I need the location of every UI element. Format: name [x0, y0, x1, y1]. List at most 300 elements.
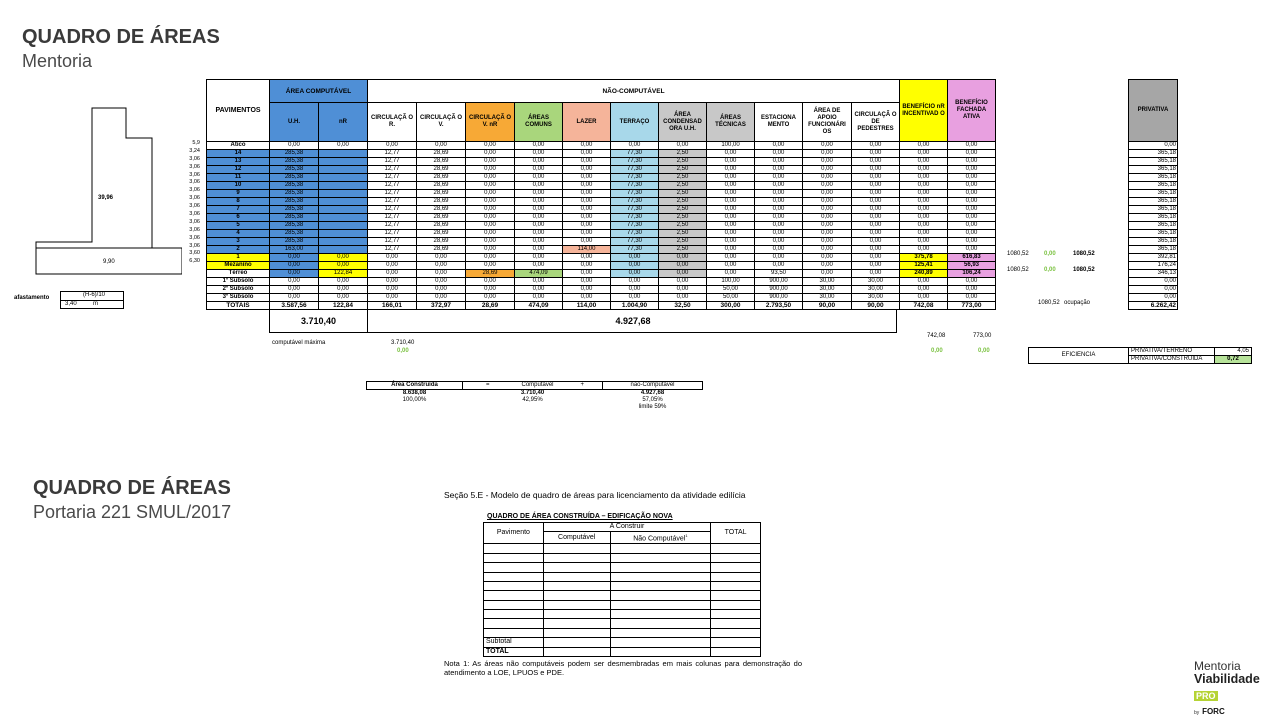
value-cell: 77,30	[611, 174, 659, 182]
benef-a: 742,08	[927, 333, 946, 339]
value-cell	[319, 246, 368, 254]
value-cell: 0,00	[852, 150, 900, 158]
value-cell: 0,00	[466, 238, 515, 246]
value-cell: 0,00	[707, 158, 755, 166]
sketch-base-label: 9,90	[103, 259, 115, 265]
pavimento-cell: Mezanino	[207, 262, 270, 270]
form-blank-cell	[610, 572, 711, 581]
value-cell: 0,00	[707, 190, 755, 198]
pavimento-cell: 10	[207, 182, 270, 190]
form-blank-cell	[484, 572, 544, 581]
value-cell: 0,00	[466, 166, 515, 174]
value-cell: 0,00	[563, 174, 611, 182]
form-blank-cell	[610, 600, 711, 609]
value-cell: 0,00	[659, 254, 707, 262]
form-note: Nota 1: As áreas não computáveis podem ser desmembradas em mais colunas para demonstração do atendimento a LOE, LPUOS e PDE.	[444, 659, 802, 677]
floor-height: 3,06	[189, 171, 200, 178]
value-cell: 0,00	[515, 182, 563, 190]
value-cell: 0,00	[563, 150, 611, 158]
form-blank-row	[484, 619, 761, 628]
value-cell: 166,01	[368, 302, 417, 310]
value-cell: 0,00	[515, 198, 563, 206]
value-cell: 0,00	[707, 262, 755, 270]
value-cell: 0,00	[707, 150, 755, 158]
value-cell: 0,00	[900, 238, 948, 246]
totals-summary-box	[269, 309, 897, 333]
value-cell: 0,00	[515, 278, 563, 286]
value-cell: 0,00	[368, 286, 417, 294]
pavimento-cell: 2º Subsolo	[207, 286, 270, 294]
value-cell: 30,00	[852, 294, 900, 302]
value-cell: 365,18	[1129, 158, 1178, 166]
value-cell: 0,00	[852, 230, 900, 238]
value-cell: 90,00	[852, 302, 900, 310]
value-cell: 56,93	[948, 262, 996, 270]
value-cell: 0,00	[611, 270, 659, 278]
value-cell: 28,69	[417, 182, 466, 190]
value-cell: 30,00	[803, 294, 852, 302]
value-cell: 0,00	[563, 262, 611, 270]
value-cell: 0,00	[611, 278, 659, 286]
value-cell: 28,69	[417, 214, 466, 222]
value-cell: 372,97	[417, 302, 466, 310]
form-blank-row	[484, 628, 761, 637]
value-cell: 12,77	[368, 238, 417, 246]
form-blank-cell	[711, 581, 761, 590]
col-fachada: BENEFÍCIO FACHADA ATIVA	[948, 80, 996, 142]
value-cell: 2,50	[659, 190, 707, 198]
value-cell: 28,69	[417, 174, 466, 182]
value-cell: 0,00	[466, 142, 515, 150]
pavimento-cell: Térreo	[207, 270, 270, 278]
table-row	[207, 230, 1178, 238]
value-cell: 0,00	[368, 262, 417, 270]
value-cell: 285,38	[270, 158, 319, 166]
value-cell: 0,00	[707, 238, 755, 246]
value-cell: 0,00	[852, 182, 900, 190]
form-blank-cell	[484, 610, 544, 619]
floor-height: 3,06	[189, 155, 200, 162]
gap-cell	[996, 174, 1129, 182]
value-cell: 392,81	[1129, 254, 1178, 262]
pavimento-cell: 2	[207, 246, 270, 254]
col-terraco: TERRAÇO	[611, 103, 659, 142]
col-estacionamento: ESTACIONA MENTO	[755, 103, 803, 142]
value-cell: 0,00	[900, 182, 948, 190]
value-cell: 365,18	[1129, 166, 1178, 174]
value-cell: 0,00	[515, 262, 563, 270]
value-cell: 0,00	[900, 286, 948, 294]
value-cell: 0,00	[948, 174, 996, 182]
value-cell: 0,00	[515, 142, 563, 150]
form-subtotal: Subtotal	[484, 638, 544, 647]
value-cell: 28,69	[417, 206, 466, 214]
pavimento-cell: 1º Subsolo	[207, 278, 270, 286]
value-cell: 0,00	[563, 142, 611, 150]
pavimento-cell: 6	[207, 214, 270, 222]
value-cell: 0,00	[900, 166, 948, 174]
form-blank-cell	[610, 610, 711, 619]
value-cell: 0,00	[515, 222, 563, 230]
value-cell: 0,00	[515, 254, 563, 262]
value-cell	[319, 198, 368, 206]
value-cell: 12,77	[368, 190, 417, 198]
value-cell: 0,00	[319, 278, 368, 286]
pavimento-cell: 1	[207, 254, 270, 262]
form-blank-cell	[543, 581, 610, 590]
value-cell: 0,00	[755, 222, 803, 230]
form-blank-cell	[543, 591, 610, 600]
built-h3: não-Computável	[603, 382, 703, 390]
value-cell: 0,00	[659, 278, 707, 286]
logo-by: by	[1194, 710, 1200, 716]
value-cell: 0,00	[948, 238, 996, 246]
floor-height: 3,06	[189, 211, 200, 218]
form-title: QUADRO DE ÁREA CONSTRUÍDA – EDIFICAÇÃO NOVA	[487, 513, 673, 520]
form-note-ref: 1	[685, 533, 688, 538]
side-r1-c: 1080,52	[1073, 251, 1095, 257]
value-cell: 0,00	[900, 142, 948, 150]
value-cell: 773,00	[948, 302, 996, 310]
value-cell: 0,00	[755, 182, 803, 190]
pavimento-cell: 9	[207, 190, 270, 198]
value-cell: 32,50	[659, 302, 707, 310]
value-cell: 122,84	[319, 302, 368, 310]
table-row	[207, 270, 1178, 278]
col-nao-computavel: NÃO-COMPUTÁVEL	[368, 80, 900, 103]
value-cell: 0,00	[466, 150, 515, 158]
pavimento-cell: 3º Subsolo	[207, 294, 270, 302]
value-cell: 365,18	[1129, 214, 1178, 222]
sketch-height-label: 39,96	[98, 195, 114, 201]
value-cell: 0,00	[803, 198, 852, 206]
pavimento-cell: 5	[207, 222, 270, 230]
floor-height: 3,06	[189, 218, 200, 225]
value-cell: 0,00	[707, 222, 755, 230]
value-cell: 0,00	[563, 190, 611, 198]
gap-cell	[996, 222, 1129, 230]
col-pavimentos: PAVIMENTOS	[207, 80, 270, 142]
value-cell: 365,18	[1129, 246, 1178, 254]
value-cell: 0,00	[611, 142, 659, 150]
value-cell: 285,38	[270, 150, 319, 158]
value-cell: 0,00	[900, 278, 948, 286]
pavimento-cell: 4	[207, 230, 270, 238]
col-privativa: PRIVATIVA	[1129, 80, 1178, 142]
built-h2: Computável	[513, 382, 563, 390]
form-blank-cell	[543, 619, 610, 628]
form-blank-row	[484, 563, 761, 572]
value-cell: 0,00	[948, 286, 996, 294]
value-cell: 0,00	[707, 198, 755, 206]
value-cell: 285,38	[270, 190, 319, 198]
value-cell: 122,84	[319, 270, 368, 278]
gap-cell	[996, 302, 1129, 310]
eficiencia-r2-value: 0,72	[1215, 356, 1252, 364]
value-cell: 0,00	[803, 246, 852, 254]
value-cell: 0,00	[948, 150, 996, 158]
gap-cell	[996, 182, 1129, 190]
value-cell: 77,30	[611, 190, 659, 198]
value-cell: 100,00	[707, 142, 755, 150]
pavimento-cell: TOTAIS	[207, 302, 270, 310]
value-cell	[319, 174, 368, 182]
value-cell: 30,00	[852, 286, 900, 294]
value-cell: 0,00	[852, 174, 900, 182]
form-blank-cell	[484, 563, 544, 572]
ocupacao-value: 1080,52	[1038, 300, 1060, 306]
value-cell: 114,00	[563, 246, 611, 254]
form-blank-cell	[543, 628, 610, 637]
value-cell: 28,69	[466, 302, 515, 310]
value-cell: 0,00	[803, 238, 852, 246]
afastamento-value: 3,40	[65, 301, 77, 307]
value-cell: 0,00	[900, 246, 948, 254]
col-circ-nr: CIRCULAÇÃ O R.	[368, 103, 417, 142]
value-cell: 0,00	[900, 150, 948, 158]
value-cell: 0,00	[900, 174, 948, 182]
form-blank-cell	[610, 581, 711, 590]
value-cell: 0,00	[707, 214, 755, 222]
table-row	[207, 278, 1178, 286]
value-cell: 77,30	[611, 230, 659, 238]
gap-cell	[996, 166, 1129, 174]
form-col-computavel: Computável	[543, 532, 610, 544]
table-row	[207, 238, 1178, 246]
value-cell	[319, 230, 368, 238]
section-subtitle: Portaria 221 SMUL/2017	[33, 502, 232, 522]
value-cell: 0,00	[1129, 294, 1178, 302]
form-blank-cell	[543, 572, 610, 581]
value-cell: 0,00	[563, 166, 611, 174]
side-r1-a: 1080,52	[1007, 251, 1029, 257]
value-cell: 0,00	[466, 214, 515, 222]
comp-max-diff: 0,00	[397, 348, 409, 354]
value-cell: 0,00	[368, 294, 417, 302]
value-cell: 0,00	[852, 198, 900, 206]
value-cell: 0,00	[466, 158, 515, 166]
value-cell: 285,38	[270, 166, 319, 174]
value-cell: 0,00	[900, 198, 948, 206]
side-r3-a: 1080,52	[1007, 267, 1029, 273]
built-p3: 57,05%	[642, 397, 663, 403]
built-v2: 3.710,40	[520, 390, 545, 396]
value-cell: 12,77	[368, 182, 417, 190]
value-cell: 0,00	[563, 294, 611, 302]
value-cell: 28,69	[417, 198, 466, 206]
pavimento-cell: 12	[207, 166, 270, 174]
form-blank-cell	[711, 563, 761, 572]
value-cell: 90,00	[803, 302, 852, 310]
built-limit: limite 59%	[638, 404, 667, 410]
value-cell: 0,00	[755, 254, 803, 262]
value-cell: 285,38	[270, 214, 319, 222]
value-cell: 0,00	[417, 294, 466, 302]
value-cell: 77,30	[611, 150, 659, 158]
value-cell: 0,00	[466, 294, 515, 302]
value-cell: 285,38	[270, 198, 319, 206]
form-blank-cell	[610, 544, 711, 553]
floor-height: 3,24	[189, 147, 200, 154]
col-circ-vnr: CIRCULAÇÃ O V. nR	[466, 103, 515, 142]
form-blank-row	[484, 572, 761, 581]
benef-diff-b: 0,00	[978, 348, 990, 354]
pavimento-cell: 11	[207, 174, 270, 182]
built-h1: Área Construída	[367, 382, 463, 390]
value-cell: 0,00	[852, 166, 900, 174]
value-cell: 0,00	[319, 262, 368, 270]
form-blank-cell	[711, 572, 761, 581]
value-cell: 0,00	[803, 142, 852, 150]
value-cell: 285,38	[270, 174, 319, 182]
value-cell	[319, 182, 368, 190]
value-cell: 0,00	[563, 198, 611, 206]
built-plus: +	[563, 382, 603, 390]
value-cell: 0,00	[368, 254, 417, 262]
form-blank-cell	[711, 591, 761, 600]
logo-footer	[1194, 707, 1260, 716]
built-area-summary	[366, 381, 703, 411]
value-cell: 28,69	[417, 166, 466, 174]
logo-line2: Viabilidade	[1194, 672, 1260, 686]
comp-max-value: 3.710,40	[391, 340, 415, 346]
pavimento-cell: 14	[207, 150, 270, 158]
table-row	[207, 190, 1178, 198]
value-cell: 0,00	[563, 254, 611, 262]
value-cell: 28,69	[466, 270, 515, 278]
table-row	[207, 206, 1178, 214]
form-blank-cell	[543, 544, 610, 553]
value-cell: 77,30	[611, 206, 659, 214]
eficiencia-table	[1028, 347, 1252, 364]
value-cell: 0,00	[515, 294, 563, 302]
value-cell: 0,00	[948, 198, 996, 206]
logo-brand: FORC	[1202, 707, 1225, 716]
value-cell: 0,00	[852, 206, 900, 214]
value-cell	[319, 190, 368, 198]
value-cell: 0,00	[319, 286, 368, 294]
table-row	[207, 294, 1178, 302]
value-cell: 0,00	[659, 142, 707, 150]
form-blank-row	[484, 553, 761, 562]
value-cell: 12,77	[368, 230, 417, 238]
value-cell: 12,77	[368, 150, 417, 158]
value-cell: 176,24	[1129, 262, 1178, 270]
value-cell: 0,00	[515, 158, 563, 166]
value-cell: 0,00	[563, 214, 611, 222]
value-cell: 0,00	[900, 222, 948, 230]
value-cell: 30,00	[803, 286, 852, 294]
gap-cell	[996, 142, 1129, 150]
value-cell: 474,09	[515, 270, 563, 278]
value-cell: 125,41	[900, 262, 948, 270]
gap-cell	[996, 190, 1129, 198]
value-cell: 0,00	[707, 270, 755, 278]
brand-logo	[1194, 660, 1260, 716]
form-total: TOTAL	[484, 647, 544, 656]
table-row	[207, 198, 1178, 206]
value-cell: 0,00	[515, 286, 563, 294]
table-row	[207, 142, 1178, 150]
value-cell: 77,30	[611, 182, 659, 190]
value-cell: 77,30	[611, 238, 659, 246]
floor-height: 5,9	[192, 140, 200, 146]
form-blank-row	[484, 600, 761, 609]
gap-cell	[996, 238, 1129, 246]
value-cell: 0,00	[803, 166, 852, 174]
value-cell: 0,00	[900, 230, 948, 238]
afastamento-label: afastamento	[14, 295, 50, 301]
form-blank-cell	[484, 600, 544, 609]
value-cell: 0,00	[515, 214, 563, 222]
eficiencia-label: EFICIENCIA	[1029, 348, 1129, 364]
value-cell: 12,77	[368, 198, 417, 206]
value-cell: 0,00	[659, 262, 707, 270]
value-cell: 0,00	[466, 230, 515, 238]
pavimento-cell: Ático	[207, 142, 270, 150]
value-cell: 93,50	[755, 270, 803, 278]
value-cell: 0,00	[270, 294, 319, 302]
value-cell: 0,00	[900, 214, 948, 222]
gap-cell	[996, 206, 1129, 214]
value-cell: 0,00	[707, 246, 755, 254]
form-blank-row	[484, 591, 761, 600]
value-cell: 742,08	[900, 302, 948, 310]
form-col-total: TOTAL	[711, 523, 761, 544]
value-cell: 0,00	[948, 206, 996, 214]
value-cell: 0,00	[368, 278, 417, 286]
built-p2: 42,95%	[522, 397, 543, 403]
value-cell: 2,50	[659, 182, 707, 190]
form-blank-row	[484, 610, 761, 619]
value-cell: 1.004,90	[611, 302, 659, 310]
value-cell: 0,00	[611, 254, 659, 262]
col-uh: U.H.	[270, 103, 319, 142]
eficiencia-r1-value: 4,05	[1215, 348, 1252, 356]
value-cell: 30,00	[852, 278, 900, 286]
value-cell: 0,00	[466, 262, 515, 270]
value-cell: 0,00	[466, 222, 515, 230]
value-cell: 0,00	[515, 166, 563, 174]
col-computavel: ÁREA COMPUTÁVEL	[270, 80, 368, 103]
value-cell: 0,00	[319, 142, 368, 150]
value-cell: 0,00	[948, 214, 996, 222]
value-cell: 2,50	[659, 206, 707, 214]
form-blank-row	[484, 544, 761, 553]
value-cell: 77,30	[611, 198, 659, 206]
value-cell: 2,50	[659, 166, 707, 174]
value-cell: 474,09	[515, 302, 563, 310]
value-cell: 0,00	[803, 262, 852, 270]
form-blank-cell	[711, 610, 761, 619]
value-cell: 28,69	[417, 230, 466, 238]
value-cell: 365,18	[1129, 198, 1178, 206]
floor-height: 3,06	[189, 195, 200, 202]
value-cell: 0,00	[755, 262, 803, 270]
value-cell: 28,69	[417, 246, 466, 254]
value-cell: 0,00	[755, 214, 803, 222]
value-cell: 0,00	[466, 286, 515, 294]
nao-computavel-total: 4.927,68	[615, 316, 651, 326]
value-cell: 0,00	[417, 278, 466, 286]
value-cell: 0,00	[948, 158, 996, 166]
value-cell: 365,18	[1129, 182, 1178, 190]
value-cell: 77,30	[611, 222, 659, 230]
table-row	[207, 174, 1178, 182]
value-cell: 0,00	[659, 294, 707, 302]
value-cell: 0,00	[1129, 278, 1178, 286]
value-cell: 2,50	[659, 150, 707, 158]
